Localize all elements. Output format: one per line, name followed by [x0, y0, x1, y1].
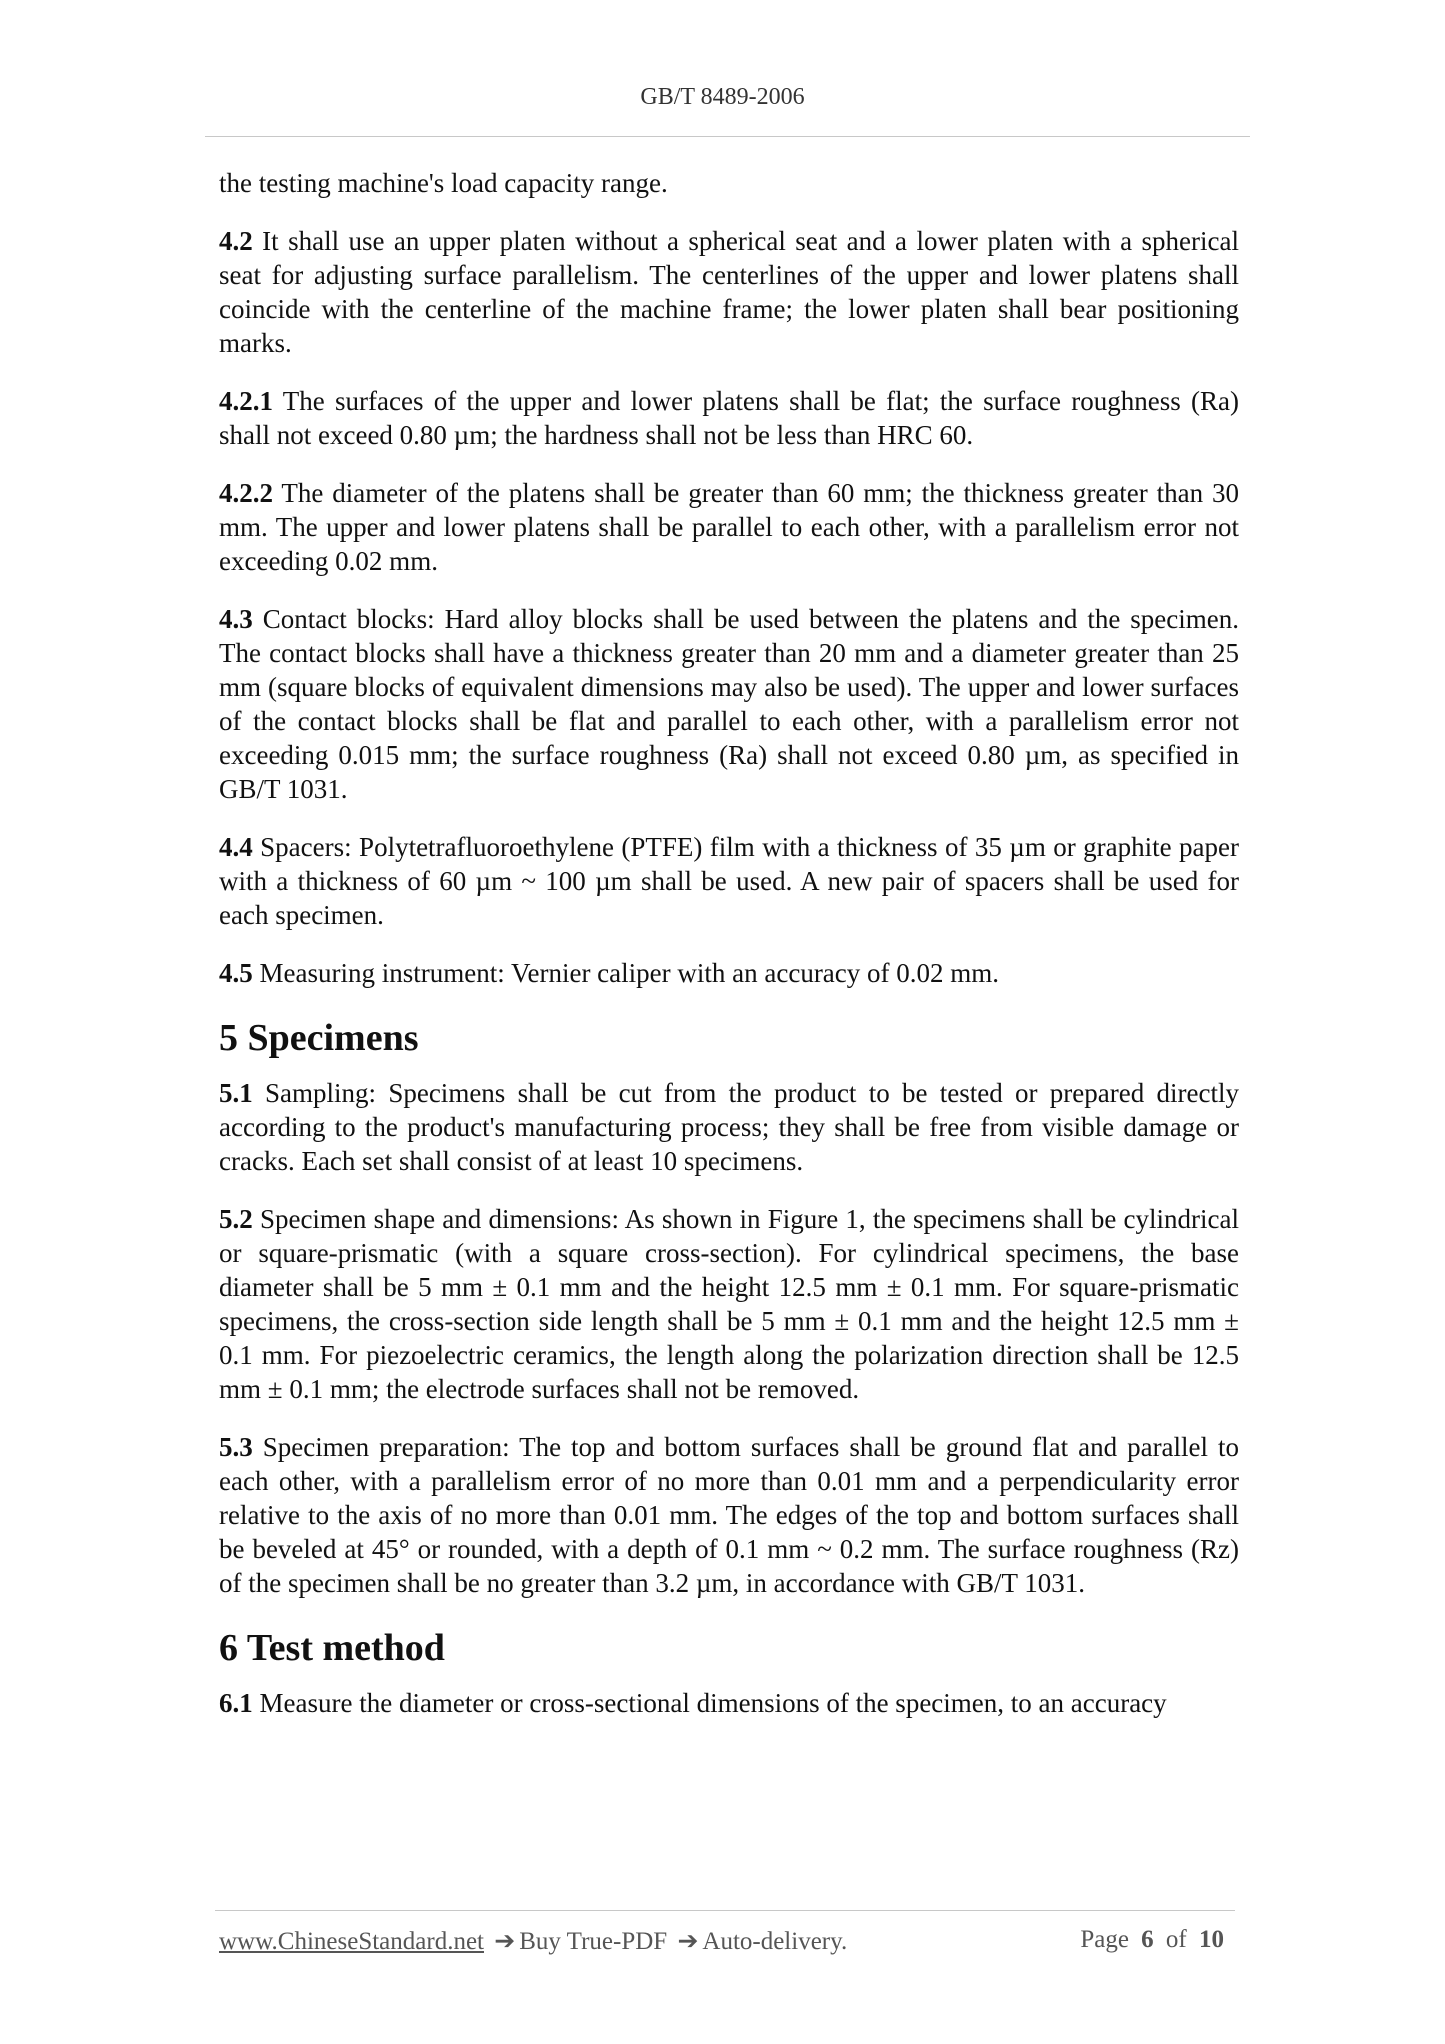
clause-5-3 [219, 1430, 1239, 1600]
clause-number: 4.3 [219, 604, 253, 634]
clause-number: 4.2.1 [219, 386, 273, 416]
clause-number: 4.2.2 [219, 478, 273, 508]
clause-text: Measuring instrument: Vernier caliper with an accuracy of 0.02 mm. [252, 958, 1000, 988]
clause-text: The surfaces of the upper and lower platens shall be flat; the surface roughness (Ra) shall not exceed 0.80 µm; the hardness shall not be less than HRC 60. [219, 386, 1239, 450]
paragraph-text: the testing machine's load capacity range. [219, 168, 668, 198]
section-heading-6: 6 Test method [219, 1627, 445, 1669]
clause-number: 5.2 [219, 1204, 253, 1234]
delivery-text: Auto-delivery. [702, 1928, 848, 1955]
clause-text: Spacers: Polytetrafluoroethylene (PTFE) film with a thickness of 35 µm or graphite paper with a thickness of 60 µm ~ 100 µm shall be used. A new pair of spacers shall be used for each specimen. [219, 832, 1239, 930]
header-divider [205, 136, 1250, 137]
footer-promo [219, 1926, 847, 1956]
section-heading-5: 5 Specimens [219, 1017, 419, 1059]
document-body [219, 166, 1239, 1744]
site-link[interactable]: www.ChineseStandard.net [219, 1928, 484, 1955]
clause-5-1 [219, 1076, 1239, 1178]
clause-number: 5.1 [219, 1078, 253, 1108]
arrow-right-icon: ➔ [494, 1928, 516, 1955]
clause-4-2 [219, 224, 1239, 360]
clause-number: 4.5 [219, 958, 253, 988]
clause-text: Measure the diameter or cross-sectional dimensions of the specimen, to an accuracy [252, 1688, 1167, 1718]
clause-4-4 [219, 830, 1239, 932]
page-label: Page [1080, 1926, 1129, 1953]
clause-text: Sampling: Specimens shall be cut from the product to be tested or prepared directly according to the product's manufacturing process; they shall be free from visible damage or cracks. Each set shall consist of at least 10 specimens. [219, 1078, 1239, 1176]
footer-divider [215, 1910, 1235, 1911]
page-indicator [1080, 1926, 1230, 1954]
buy-text: Buy True-PDF [519, 1928, 668, 1955]
clause-text: Specimen preparation: The top and bottom surfaces shall be ground flat and parallel to each other, with a parallelism error of no more than 0.01 mm and a perpendicularity error relative to the axis of no more than 0.01 mm. The edges of the top and bottom surfaces shall be beveled at 45° or rounded, with a depth of 0.1 mm ~ 0.2 mm. The surface roughness (Rz) of the specimen shall be no greater than 3.2 µm, in accordance with GB/T 1031. [219, 1432, 1239, 1598]
page-of: of [1165, 1926, 1187, 1953]
clause-4-2-2 [219, 476, 1239, 578]
clause-4-3 [219, 602, 1239, 806]
clause-text: The diameter of the platens shall be greater than 60 mm; the thickness greater than 30 mm. The upper and lower platens shall be parallel to each other, with a parallelism error not exceeding 0.02 mm. [219, 478, 1239, 576]
clause-text: Specimen shape and dimensions: As shown in Figure 1, the specimens shall be cylindrical or square-prismatic (with a square cross-section). For cylindrical specimens, the base diameter shall be 5 mm ± 0.1 mm and the height 12.5 mm ± 0.1 mm. For square-prismatic specimens, the cross-section side length shall be 5 mm ± 0.1 mm and the height 12.5 mm ± 0.1 mm. For piezoelectric ceramics, the length along the polarization direction shall be 12.5 mm ± 0.1 mm; the electrode surfaces shall not be removed. [219, 1204, 1239, 1404]
clause-5-2 [219, 1202, 1239, 1406]
clause-4-2-1 [219, 384, 1239, 452]
clause-number: 4.2 [219, 226, 253, 256]
paragraph-continuation [219, 166, 1239, 200]
clause-text: Contact blocks: Hard alloy blocks shall be used between the platens and the specimen. The contact blocks shall have a thickness greater than 20 mm and a diameter greater than 25 mm (square blocks of equivalent dimensions may also be used). The upper and lower surfaces of the contact blocks shall be flat and parallel to each other, with a parallelism error not exceeding 0.015 mm; the surface roughness (Ra) shall not exceed 0.80 µm, as specified in GB/T 1031. [219, 604, 1239, 804]
arrow-right-icon: ➔ [677, 1928, 699, 1955]
page-header: GB/T 8489-2006 [640, 84, 805, 110]
page-current: 6 [1141, 1926, 1154, 1953]
clause-number: 5.3 [219, 1432, 253, 1462]
clause-number: 6.1 [219, 1688, 253, 1718]
clause-4-5 [219, 956, 1239, 990]
clause-number: 4.4 [219, 832, 253, 862]
clause-text: It shall use an upper platen without a spherical seat and a lower platen with a spherical seat for adjusting surface parallelism. The centerlines of the upper and lower platens shall coincide with the centerline of the machine frame; the lower platen shall bear positioning marks. [219, 226, 1239, 358]
clause-6-1 [219, 1686, 1239, 1720]
page-total: 10 [1199, 1926, 1224, 1953]
